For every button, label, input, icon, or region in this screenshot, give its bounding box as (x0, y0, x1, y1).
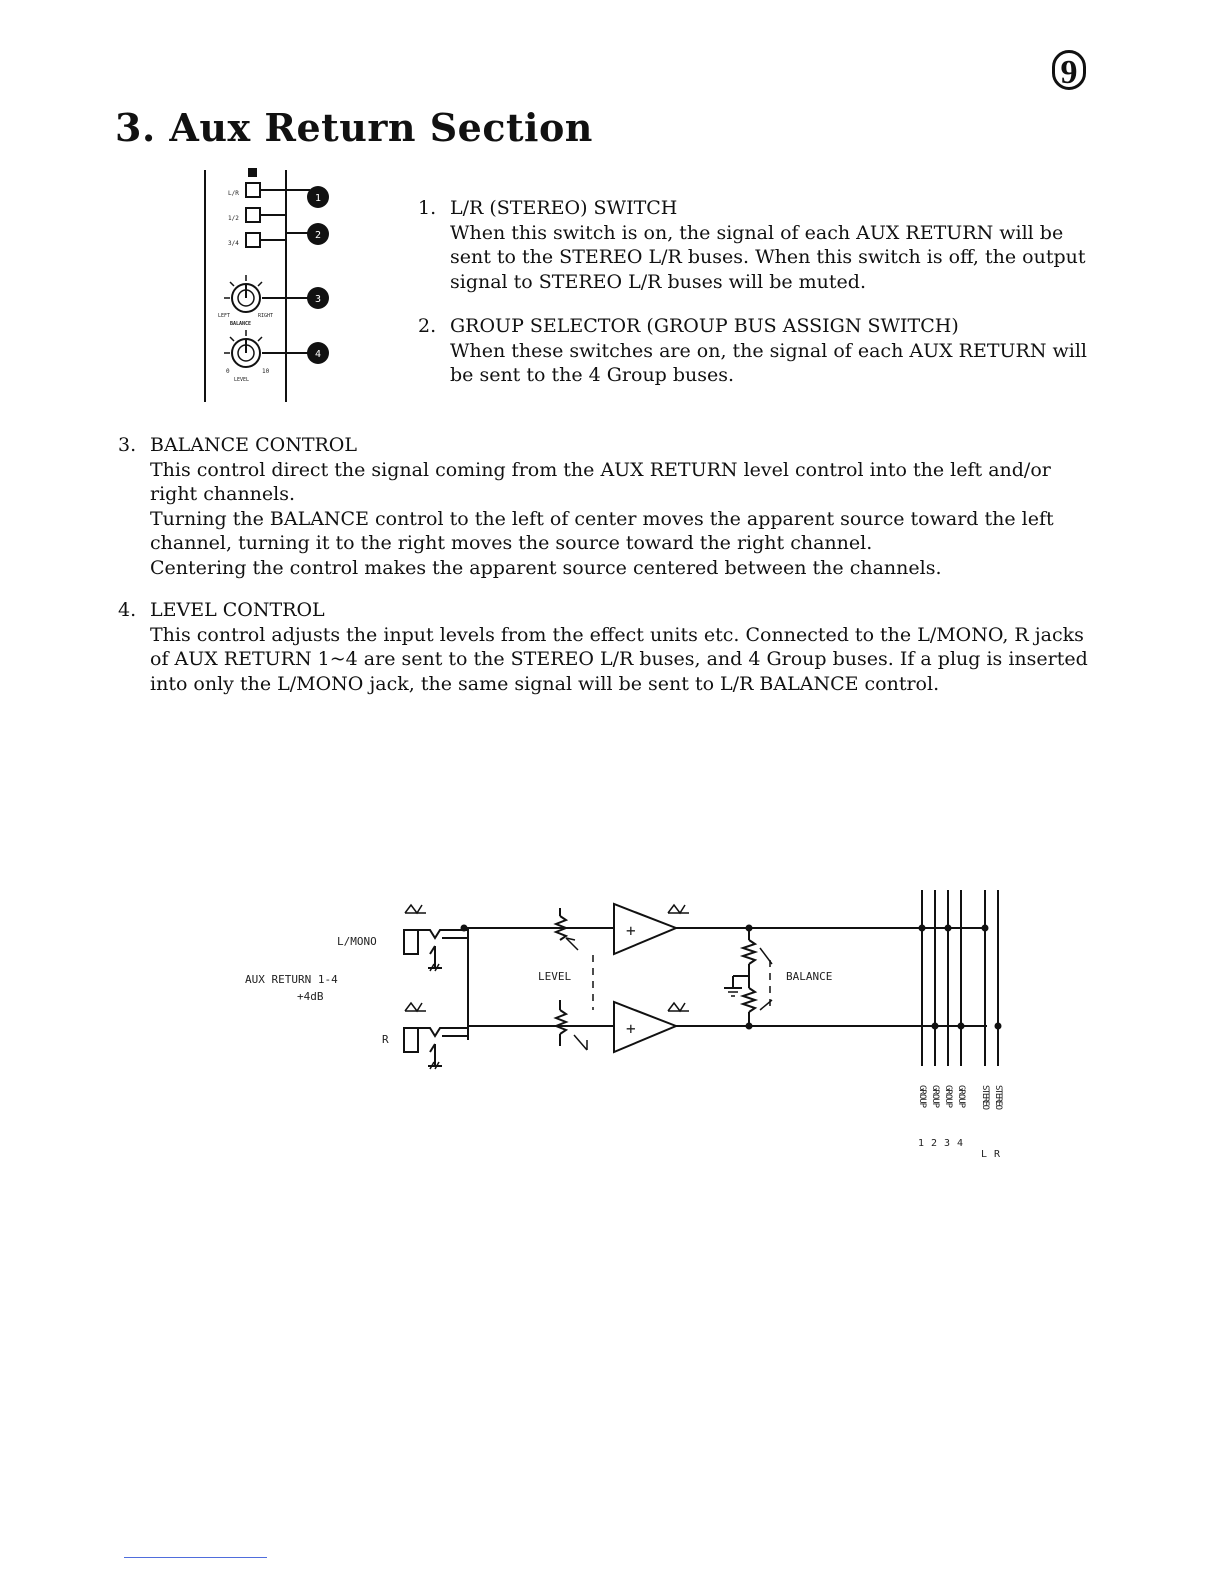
switch-label-lr: L/R (228, 190, 239, 197)
balance-pot-icon (724, 925, 772, 1030)
jack-r-icon (404, 1028, 468, 1069)
svg-text:4: 4 (315, 349, 322, 360)
signal-level-icon (405, 905, 426, 913)
callout-2 (307, 223, 329, 245)
stereo-bus-labels (980, 1085, 1003, 1160)
balance-knob-icon (224, 275, 268, 312)
item-heading: BALANCE CONTROL (150, 434, 358, 456)
item-heading: GROUP SELECTOR (GROUP BUS ASSIGN SWITCH) (450, 315, 959, 337)
item-paragraph: Turning the BALANCE control to the left of center moves the apparent source toward the left channel, turning it to the right moves the source toward the right channel. (150, 507, 1054, 554)
item-group-selector (418, 314, 1100, 388)
item-number: 4. (118, 599, 137, 621)
svg-text:GROUP: GROUP (917, 1085, 927, 1108)
callout-4 (307, 342, 329, 364)
diagram-level-label: LEVEL (538, 970, 572, 983)
svg-text:1: 1 (918, 1138, 925, 1149)
item-number: 1. (418, 197, 437, 219)
svg-text:STEREO: STEREO (980, 1085, 990, 1109)
svg-text:3: 3 (315, 294, 322, 305)
input-label-mono: L/MONO (337, 935, 377, 948)
item-level-control (118, 598, 1100, 696)
level-db-label: +4dB (297, 990, 324, 1003)
footer-rule (124, 1557, 267, 1558)
svg-text:GROUP: GROUP (930, 1085, 940, 1108)
aux-return-panel-illustration (190, 165, 350, 410)
svg-text:STEREO: STEREO (993, 1085, 1003, 1109)
jack-mono-icon (404, 930, 468, 971)
level-knob-icon (224, 330, 268, 367)
switch-label-34: 3/4 (228, 240, 239, 247)
signal-level-icon (668, 1003, 689, 1011)
switch-label-12: 1/2 (228, 215, 239, 222)
callout-1 (307, 186, 329, 208)
item-heading: LEVEL CONTROL (150, 599, 325, 621)
svg-text:1: 1 (315, 193, 322, 204)
signal-level-icon (668, 905, 689, 913)
balance-left-label: LEFT (218, 313, 231, 319)
item-paragraph: When this switch is on, the signal of each AUX RETURN will be sent to the STEREO L/R buses. When this switch is off, the output signal to STEREO L/R buses will be muted. (450, 221, 1086, 293)
item-balance-control (118, 433, 1100, 580)
switch-12 (228, 208, 260, 222)
balance-right-label: RIGHT (258, 313, 274, 319)
amp-upper-icon (614, 904, 676, 954)
item-number: 2. (418, 315, 437, 337)
diagram-balance-label: BALANCE (786, 970, 833, 983)
svg-text:3: 3 (944, 1138, 951, 1149)
item-number: 3. (118, 434, 137, 456)
switch-lr (228, 183, 260, 197)
item-paragraph: When these switches are on, the signal of each AUX RETURN will be sent to the 4 Group buses. (450, 339, 1087, 386)
aux-return-block-diagram (230, 880, 1030, 1180)
item-paragraph: This control direct the signal coming from the AUX RETURN level control into the left and/or right channels. (150, 458, 1051, 505)
aux-return-label: AUX RETURN 1-4 (245, 973, 338, 986)
svg-text:2: 2 (931, 1138, 938, 1149)
callout-3 (307, 287, 329, 309)
page-title: 3. Aux Return Section (115, 105, 593, 150)
svg-text:2: 2 (315, 230, 322, 241)
bus-lines (919, 890, 1002, 1066)
svg-text:GROUP: GROUP (956, 1085, 966, 1108)
item-heading: L/R (STEREO) SWITCH (450, 197, 678, 219)
level-label: LEVEL (234, 377, 250, 383)
amp-lower-icon (614, 1002, 676, 1052)
group-bus-labels (917, 1085, 966, 1149)
svg-text:L: L (981, 1149, 988, 1160)
input-label-r: R (382, 1033, 389, 1046)
item-lr-switch (418, 196, 1100, 294)
level-min-label: 0 (226, 368, 230, 375)
svg-text:+: + (626, 1019, 636, 1038)
svg-text:4: 4 (957, 1138, 964, 1149)
signal-level-icon (405, 1003, 426, 1011)
level-max-label: 10 (262, 368, 270, 375)
switch-34 (228, 233, 260, 247)
page-number: 9 (1052, 50, 1086, 90)
balance-label: BALANCE (230, 321, 252, 327)
item-paragraph: This control adjusts the input levels from the effect units etc. Connected to the L/MONO, R jacks of AUX RETURN 1~4 are sent to the STEREO L/R buses, and 4 Group buses. If a plug is inserted into only the L/MONO jack, the same signal will be sent to L/R BALANCE control. (150, 623, 1088, 695)
svg-text:GROUP: GROUP (943, 1085, 953, 1108)
svg-text:R: R (994, 1149, 1001, 1160)
item-paragraph: Centering the control makes the apparent source centered between the channels. (150, 556, 942, 579)
svg-text:+: + (626, 921, 636, 940)
